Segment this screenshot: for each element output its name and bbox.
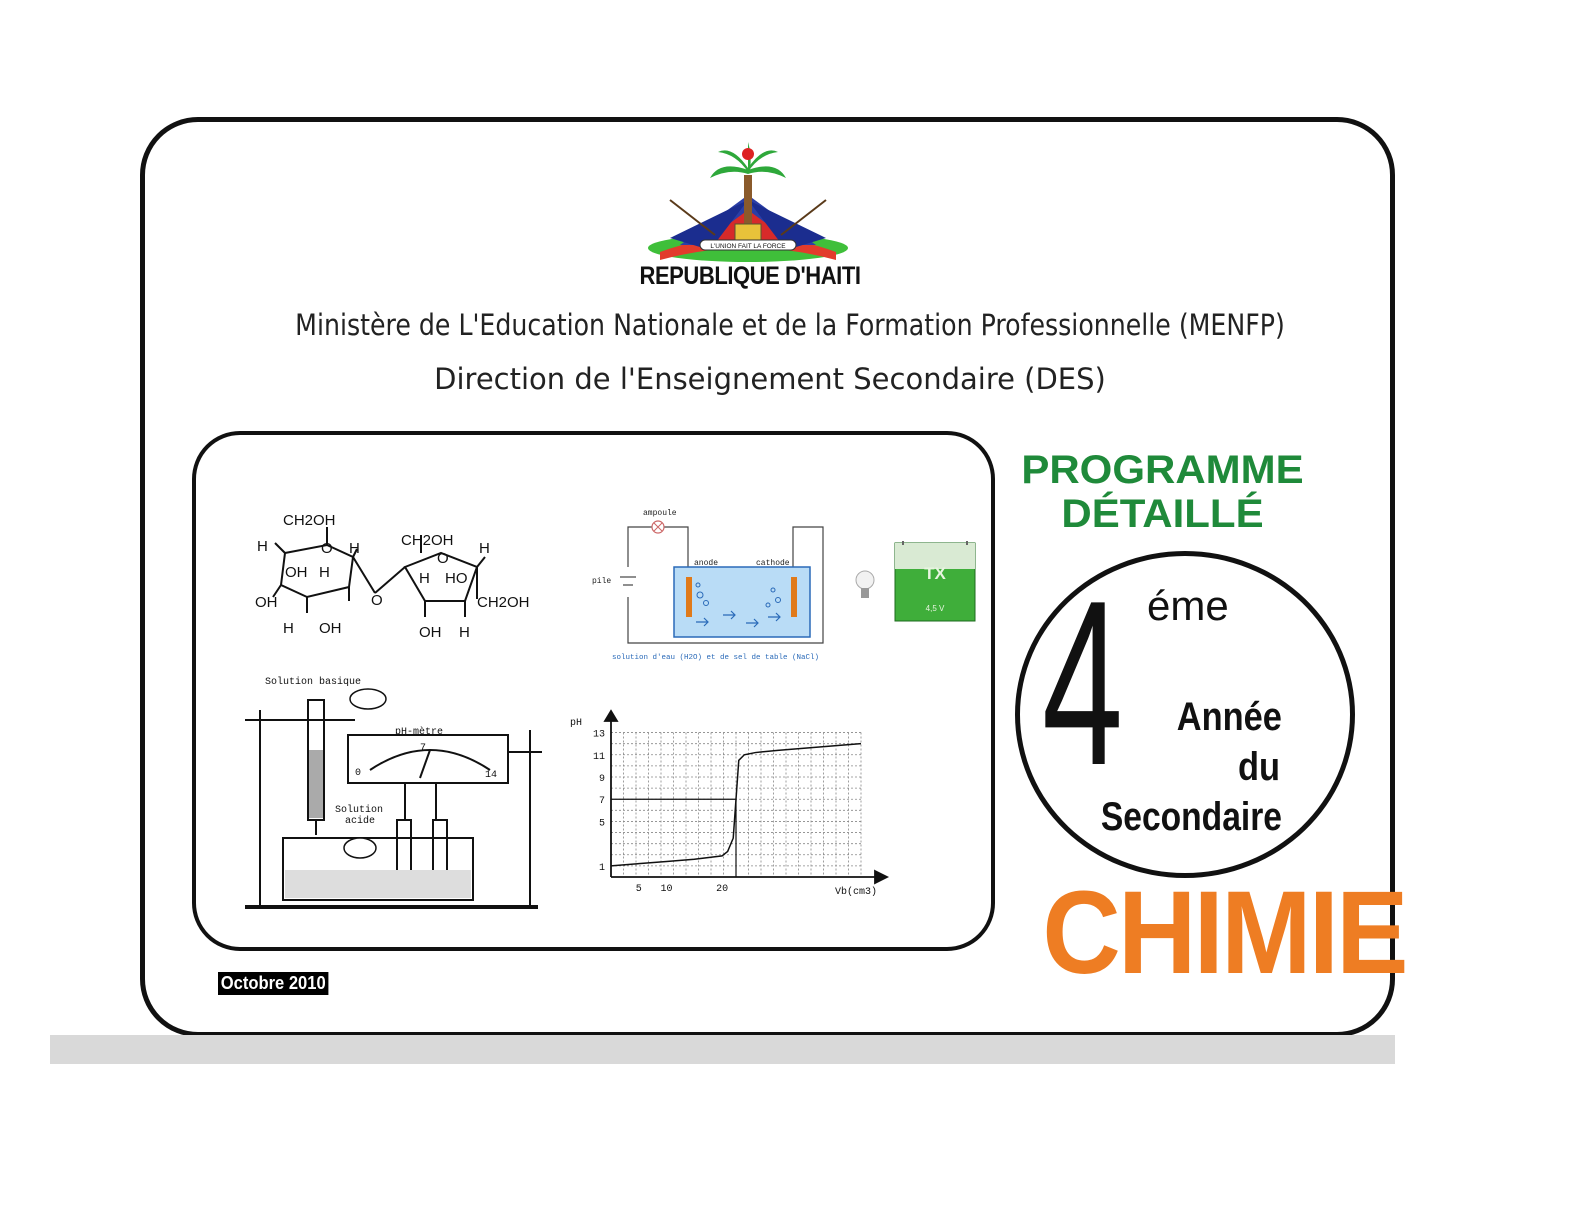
ph-scale-mid: 7 <box>420 743 427 754</box>
grade-secondaire: Secondaire <box>1100 795 1282 839</box>
y-tick-label: 11 <box>592 751 605 763</box>
sucrose-label-h-2: H <box>349 540 360 557</box>
sucrose-structure <box>245 505 545 645</box>
sucrose-label-h-1: H <box>257 538 268 555</box>
ph-titration-chart <box>565 705 910 900</box>
battery-voltage: 4,5 V <box>925 604 945 613</box>
sucrose-label-h-6: H <box>419 570 430 587</box>
sucrose-label-oh-3: OH <box>319 620 342 637</box>
program-title-line1: PROGRAMME <box>1021 448 1304 492</box>
sucrose-label-o-bridge: O <box>371 592 383 609</box>
sucrose-label-oh-1: OH <box>285 564 308 581</box>
x-tick-label: 5 <box>635 884 642 895</box>
sucrose-label-oh-2: OH <box>255 594 278 611</box>
direction-name: Direction de l'Enseignement Secondaire (DES) <box>434 362 1106 396</box>
sucrose-label-h-5: H <box>479 540 490 557</box>
electrolysis-caption: solution d'eau (H2O) et de sel de table (NaCl) <box>612 654 820 662</box>
pile-label: pile <box>592 577 612 586</box>
x-tick-label: 20 <box>716 884 729 895</box>
grade-number: 4 <box>1042 551 1124 814</box>
sucrose-label-ho: HO <box>445 570 468 587</box>
sucrose-label-ch2oh-3: CH2OH <box>477 594 530 611</box>
ph-scale-max: 14 <box>485 770 498 781</box>
ph-metre-label: pH-mètre <box>395 727 444 738</box>
bottom-bar <box>50 1035 1395 1064</box>
motto-text: L'UNION FAIT LA FORCE <box>710 243 786 250</box>
ph-axis-label: pH <box>570 718 583 729</box>
ph-scale-min: 0 <box>355 768 362 779</box>
grade-annee: Année <box>1176 695 1282 739</box>
light-bulb-icon <box>852 568 878 604</box>
solution-basique-label: Solution basique <box>265 677 362 688</box>
sucrose-label-oh-4: OH <box>419 624 442 641</box>
sucrose-label-ch2oh-2: CH2OH <box>401 532 454 549</box>
y-tick-label: 7 <box>598 796 605 808</box>
republic-title: REPUBLIQUE D'HAITI <box>639 262 861 290</box>
anode-label: anode <box>694 559 719 568</box>
vb-axis-label: Vb(cm3) <box>835 887 878 898</box>
y-tick-label: 5 <box>598 818 605 830</box>
battery-icon <box>893 537 977 623</box>
titration-setup <box>240 670 545 915</box>
coat-of-arms-icon <box>640 140 855 265</box>
sucrose-label-h-7: H <box>459 624 470 641</box>
x-tick-label: 10 <box>660 884 673 895</box>
publication-date: Octobre 2010 <box>218 972 328 995</box>
sucrose-label-o-1: O <box>321 540 333 557</box>
grade-du: du <box>1237 745 1280 789</box>
y-tick-label: 1 <box>598 862 605 874</box>
ministry-name: Ministère de L'Education Nationale et de la Formation Professionnelle (MENFP) <box>295 308 1285 342</box>
y-tick-label: 9 <box>598 774 605 785</box>
grade-suffix: éme <box>1147 582 1229 629</box>
program-title-line2: DÉTAILLÉ <box>1061 492 1264 536</box>
battery-label: TX <box>924 564 946 583</box>
subject-title: CHIMIE <box>1042 867 1406 999</box>
sucrose-label-h-3: H <box>319 564 330 581</box>
electrolysis-diagram <box>588 505 858 665</box>
cathode-label: cathode <box>756 559 790 568</box>
sucrose-label-h-4: H <box>283 620 294 637</box>
ampoule-label: ampoule <box>643 509 677 518</box>
y-tick-label: 13 <box>592 729 605 741</box>
sucrose-label-o-2: O <box>437 550 449 567</box>
program-title <box>992 448 1333 536</box>
solution-acide-label-2: acide <box>345 816 376 827</box>
solution-acide-label-1: Solution <box>335 805 384 816</box>
sucrose-label-ch2oh-1: CH2OH <box>283 512 336 529</box>
